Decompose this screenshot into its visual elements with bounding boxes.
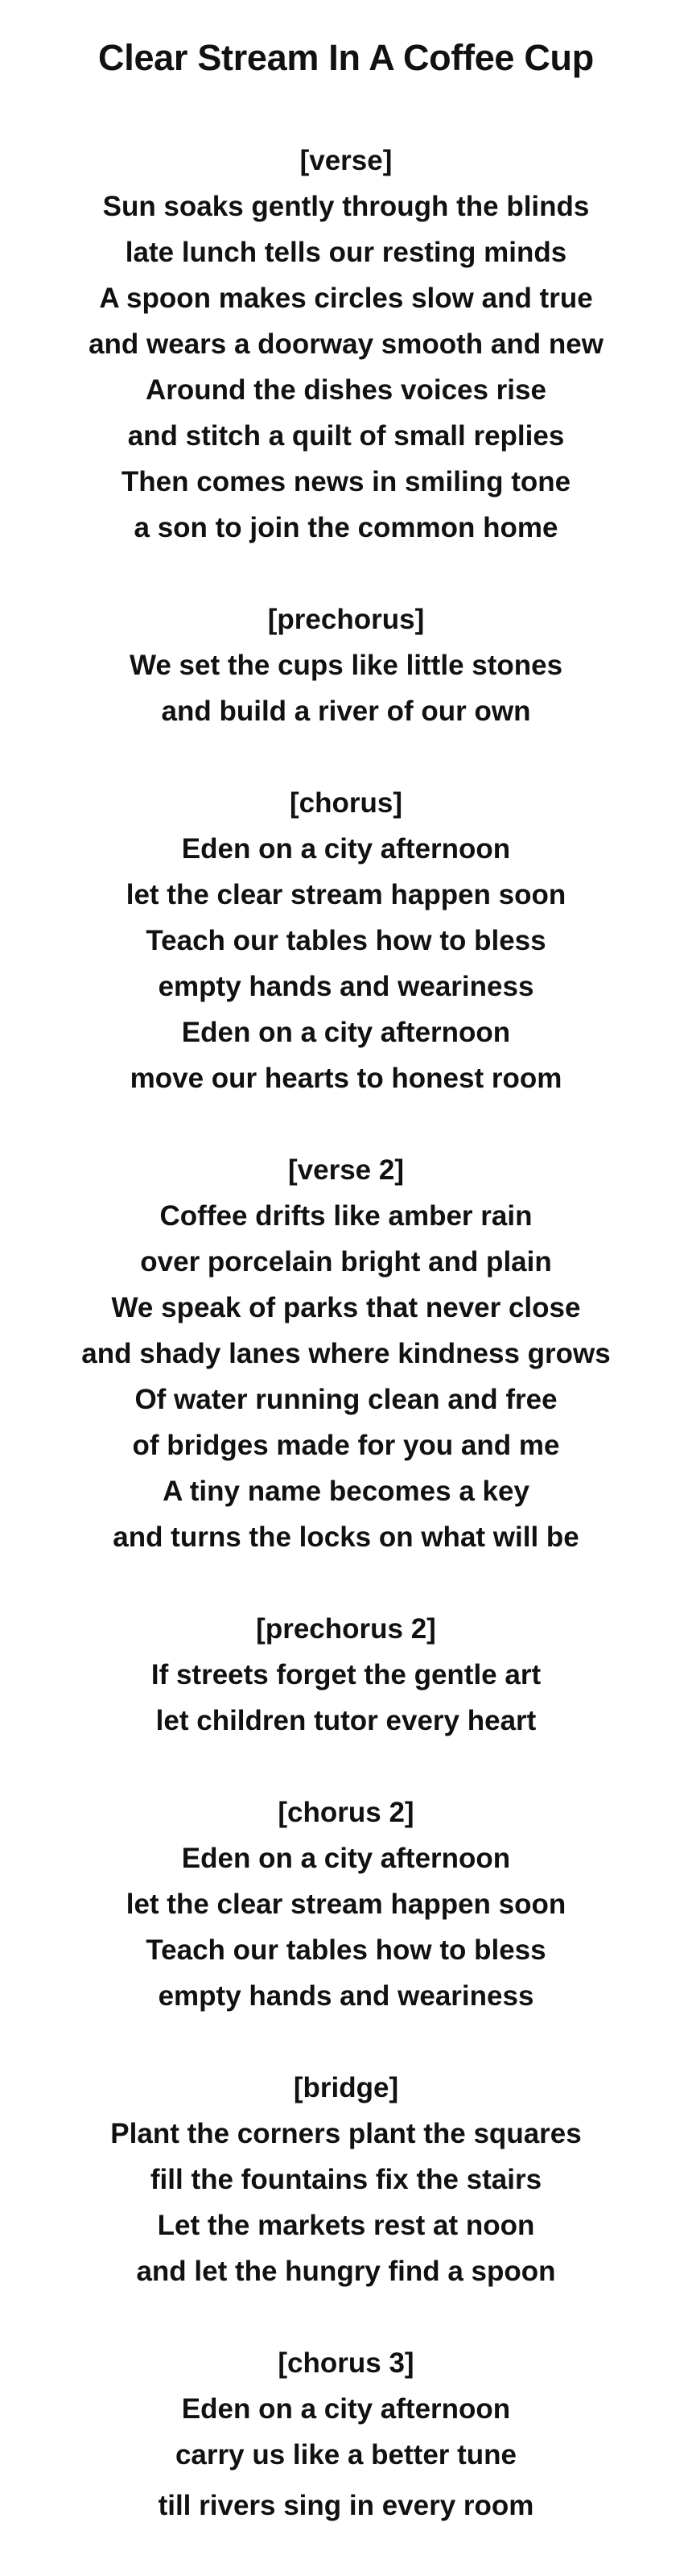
lyric-line: till rivers sing in every room (158, 2490, 534, 2521)
section-tag: [bridge] (293, 2072, 399, 2103)
lyric-line: A spoon makes circles slow and true (99, 283, 593, 314)
lyric-line: and stitch a quilt of small replies (127, 420, 565, 452)
lyric-line: late lunch tells our resting minds (125, 237, 567, 268)
section-chorus (0, 780, 692, 1101)
lyric-line: over porcelain bright and plain (140, 1246, 552, 1278)
lyric-line: Eden on a city afternoon (181, 2393, 511, 2425)
section-tag: [prechorus] (267, 604, 425, 635)
lyric-line: fill the fountains fix the stairs (150, 2164, 542, 2195)
lyric-line: and let the hungry find a spoon (136, 2256, 556, 2287)
section-bridge (0, 2065, 692, 2294)
lyric-line: Around the dishes voices rise (146, 374, 546, 406)
lyric-line: A tiny name becomes a key (163, 1476, 529, 1507)
lyric-line: We speak of parks that never close (111, 1292, 581, 1323)
lyric-line: Let the markets rest at noon (157, 2210, 535, 2241)
lyric-line: Eden on a city afternoon (181, 833, 511, 865)
section-tag: [chorus] (290, 787, 402, 819)
lyric-line: move our hearts to honest room (130, 1063, 562, 1094)
lyric-line: and turns the locks on what will be (113, 1521, 579, 1553)
section-tag: [verse] (299, 145, 393, 176)
section-tag: [chorus 3] (278, 2347, 414, 2379)
lyric-line: Sun soaks gently through the blinds (102, 191, 590, 222)
lyric-line: If streets forget the gentle art (150, 1659, 542, 1690)
lyric-line: and wears a doorway smooth and new (89, 328, 603, 360)
lyric-line: Eden on a city afternoon (181, 1017, 511, 1048)
section-tag: [verse 2] (288, 1154, 404, 1186)
lyric-line: Plant the corners plant the squares (110, 2118, 582, 2149)
lyric-line: empty hands and weariness (158, 971, 534, 1002)
lyric-line: Eden on a city afternoon (181, 1843, 511, 1874)
lyrics-body (0, 138, 692, 2574)
lyric-line: Of water running clean and free (134, 1384, 558, 1415)
section-chorus-3 (0, 2340, 692, 2529)
lyric-line: and build a river of our own (161, 696, 531, 727)
section-chorus-2 (0, 1790, 692, 2019)
lyric-line: let the clear stream happen soon (126, 879, 566, 910)
lyric-line: We set the cups like little stones (129, 650, 563, 681)
lyric-line: let the clear stream happen soon (126, 1889, 566, 1920)
lyric-line: Teach our tables how to bless (146, 1934, 546, 1966)
song-title: Clear Stream In A Coffee Cup (98, 37, 594, 78)
lyric-line: let children tutor every heart (155, 1705, 537, 1736)
section-tag: [chorus 2] (278, 1797, 414, 1828)
lyric-line: carry us like a better tune (175, 2439, 517, 2471)
lyric-line: empty hands and weariness (158, 1980, 534, 2012)
section-prechorus (0, 597, 692, 734)
lyric-line: and shady lanes where kindness grows (81, 1338, 611, 1369)
lyric-line: a son to join the common home (134, 512, 558, 543)
section-prechorus-2 (0, 1606, 692, 1744)
section-verse-2 (0, 1147, 692, 1560)
lyric-line: of bridges made for you and me (132, 1430, 560, 1461)
lyric-line: Then comes news in smiling tone (121, 466, 571, 497)
lyric-line: Teach our tables how to bless (146, 925, 546, 956)
section-tag: [prechorus 2] (256, 1613, 436, 1645)
lyric-line: Coffee drifts like amber rain (159, 1200, 533, 1232)
section-verse (0, 138, 692, 551)
